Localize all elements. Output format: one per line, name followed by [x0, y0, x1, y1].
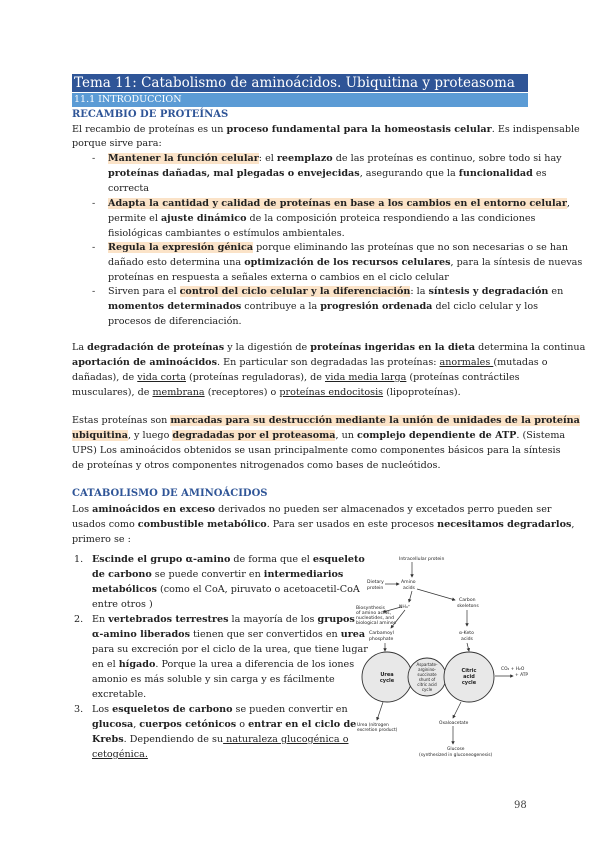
step-line: Escinde el grupo α-amino de forma que el esqueleto	[92, 554, 365, 565]
step-line: metabólicos (como el CoA, piruvato o acetoacetil-CoA	[92, 584, 360, 595]
label-nh4: NH₄⁺	[399, 605, 411, 610]
paragraph-line: ubiquitina, y luego degradadas por el proteasoma, un complejo dependiente de ATP. (Sistema	[72, 430, 566, 441]
paragraph-line: porque sirve para:	[72, 138, 162, 149]
label-intracellular-protein: Intracellular protein	[399, 557, 445, 562]
paragraph-line: Los aminoácidos en exceso derivados no pueden ser almacenados y excetados perro pueden ser	[72, 504, 552, 515]
step-number: 3.	[74, 704, 84, 715]
paragraph-line: de proteínas y otros componentes nitrogenados como bases de nucleótidos.	[72, 460, 441, 471]
step-line: amonio es más soluble y sin carga y es fácilmente	[92, 674, 335, 685]
label-biosyn-2: of amino acids,	[356, 611, 392, 616]
label-asp-3: succinate	[417, 672, 437, 677]
bullet-line: proteínas en respuesta a señales externa o cambios en el ciclo celular	[108, 272, 449, 283]
bullet-line: Regula la expresión génica porque eliminando las proteínas que no son necesarias o se han	[108, 242, 568, 253]
paragraph-line: usados como combustible metabólico. Para ser usados en este procesos necesitamos degradarlos,	[72, 519, 575, 530]
step-line: de carbono se puede convertir en intermediarios	[92, 569, 344, 580]
bullet-dash: -	[92, 242, 96, 253]
bullet-line: proteínas dañadas, mal plegadas o envejecidas, asegurando que la funcionalidad es	[108, 168, 547, 179]
label-asp-6: cycle	[421, 687, 433, 692]
step-line: excretable.	[92, 689, 147, 700]
label-keto-2: acids	[461, 637, 473, 642]
bullet-line: Sirven para el control del ciclo celular y la diferenciación: la síntesis y degradación en	[108, 286, 564, 297]
label-urea-cycle-2: cycle	[379, 678, 395, 684]
label-glucose-1: Glucose	[447, 747, 465, 752]
label-asp-5: citric acid	[417, 682, 437, 687]
step-line: entre otros )	[92, 599, 153, 610]
bullet-line: fisiológicas cambiantes o estímulos ambientales.	[108, 228, 345, 239]
bullet-dash: -	[92, 198, 96, 209]
label-carbon: Carbon	[459, 598, 476, 603]
bullet-line: correcta	[108, 183, 149, 194]
label-asp-1: Aspartate-	[416, 662, 438, 667]
label-citric-3: cycle	[461, 680, 477, 686]
bullet-line: procesos de diferenciación.	[108, 316, 242, 327]
label-urea-out-1: Urea (nitrogen	[357, 723, 389, 728]
label-asp-2: argininо-	[418, 667, 436, 672]
step-number: 2.	[74, 614, 84, 625]
step-line: glucosa, cuerpos cetónicos o entrar en el ciclo de	[92, 719, 357, 730]
amino-acid-catabolism-diagram	[355, 552, 533, 764]
label-citric-1: Citric	[461, 668, 477, 674]
label-carbamoyl-1: Carbamoyl	[369, 631, 394, 636]
step-line: en el hígado. Porque la urea a diferencia de los iones	[92, 659, 355, 670]
label-urea-cycle-1: Urea	[380, 672, 394, 678]
label-citric-2: acid	[463, 674, 475, 680]
label-oxaloacetate: Oxaloacetate	[439, 721, 469, 726]
bullet-line: momentos determinados contribuye a la progresión ordenada del ciclo celular y los	[108, 301, 539, 312]
label-skeletons: skeletons	[457, 604, 479, 609]
paragraph-line: aportación de aminoácidos. En particular son degradadas las proteínas: anormales (mutadas o	[72, 357, 548, 368]
paragraph-line: La degradación de proteínas y la digestión de proteínas ingeridas en la dieta determina la continua	[72, 342, 586, 353]
step-line: α-amino liberados tienen que ser convertidos en urea	[92, 629, 366, 640]
chapter-title: Tema 11: Catabolismo de aminoácidos. Ubiquitina y proteasoma	[72, 74, 528, 92]
bullet-line: Mantener la función celular: el reemplazo de las proteínas es continuo, sobre todo si hay	[108, 153, 562, 164]
label-co2: CO₂ + H₂O	[501, 667, 525, 672]
step-line: En vertebrados terrestres la mayoría de los grupos	[92, 614, 355, 625]
label-amino: Amino	[401, 580, 416, 585]
step-line: Los esqueletos de carbono se pueden convertir en	[92, 704, 348, 715]
label-protein: protein	[367, 586, 384, 591]
label-biosyn-4: biological amines	[356, 621, 397, 626]
paragraph-line: El recambio de proteínas es un proceso fundamental para la homeostasis celular. Es indispensable	[72, 124, 580, 135]
label-biosyn-3: nucleotides, and	[356, 616, 395, 621]
label-biosyn-1: Biosynthesis	[356, 606, 385, 611]
label-asp-4: shunt of	[418, 677, 436, 682]
step-line: Krebs. Dependiendo de su naturaleza glucogénica o	[92, 734, 349, 745]
bullet-dash: -	[92, 286, 96, 297]
bullet-line: Adapta la cantidad y calidad de proteínas en base a los cambios en el entorno celular,	[108, 198, 570, 209]
label-urea-out-2: excretion product)	[357, 728, 398, 733]
step-number: 1.	[74, 554, 84, 565]
section-title: 11.1 INTRODUCCION	[72, 93, 528, 107]
page-number: 98	[514, 800, 527, 811]
bullet-dash: -	[92, 153, 96, 164]
label-dietary: Dietary	[367, 580, 384, 585]
paragraph-line: UPS) Los aminoácidos obtenidos se usan principalmente como componentes básicos para la síntesis	[72, 445, 561, 456]
label-atp: + ATP	[515, 673, 529, 678]
paragraph-line: Estas proteínas son marcadas para su destrucción mediante la unión de unidades de la proteína	[72, 415, 580, 426]
paragraph-line: primero se :	[72, 534, 131, 545]
bullet-line: dañado esto determina una optimización de los recursos celulares, para la síntesis de nuevas	[108, 257, 583, 268]
label-glucose-2: (synthesized in gluconeogenesis)	[419, 753, 493, 758]
heading-catabolismo: CATABOLISMO DE AMINOÁCIDOS	[72, 488, 268, 499]
label-carbamoyl-2: phosphate	[369, 637, 394, 642]
step-line: para su excreción por el ciclo de la urea, que tiene lugar	[92, 644, 368, 655]
paragraph-line: musculares), de membrana (receptores) o proteínas endocitosis (lipoproteínas).	[72, 387, 461, 398]
bullet-line: permite el ajuste dinámico de la composición proteica respondiendo a las condiciones	[108, 213, 536, 224]
label-acids: acids	[403, 586, 415, 591]
heading-recambio: RECAMBIO DE PROTEÍNAS	[72, 109, 229, 120]
paragraph-line: dañadas), de vida corta (proteínas reguladoras), de vida media larga (proteínas contráctiles	[72, 372, 520, 383]
step-line: cetogénica.	[92, 749, 148, 760]
label-keto-1: α-Keto	[459, 631, 474, 636]
